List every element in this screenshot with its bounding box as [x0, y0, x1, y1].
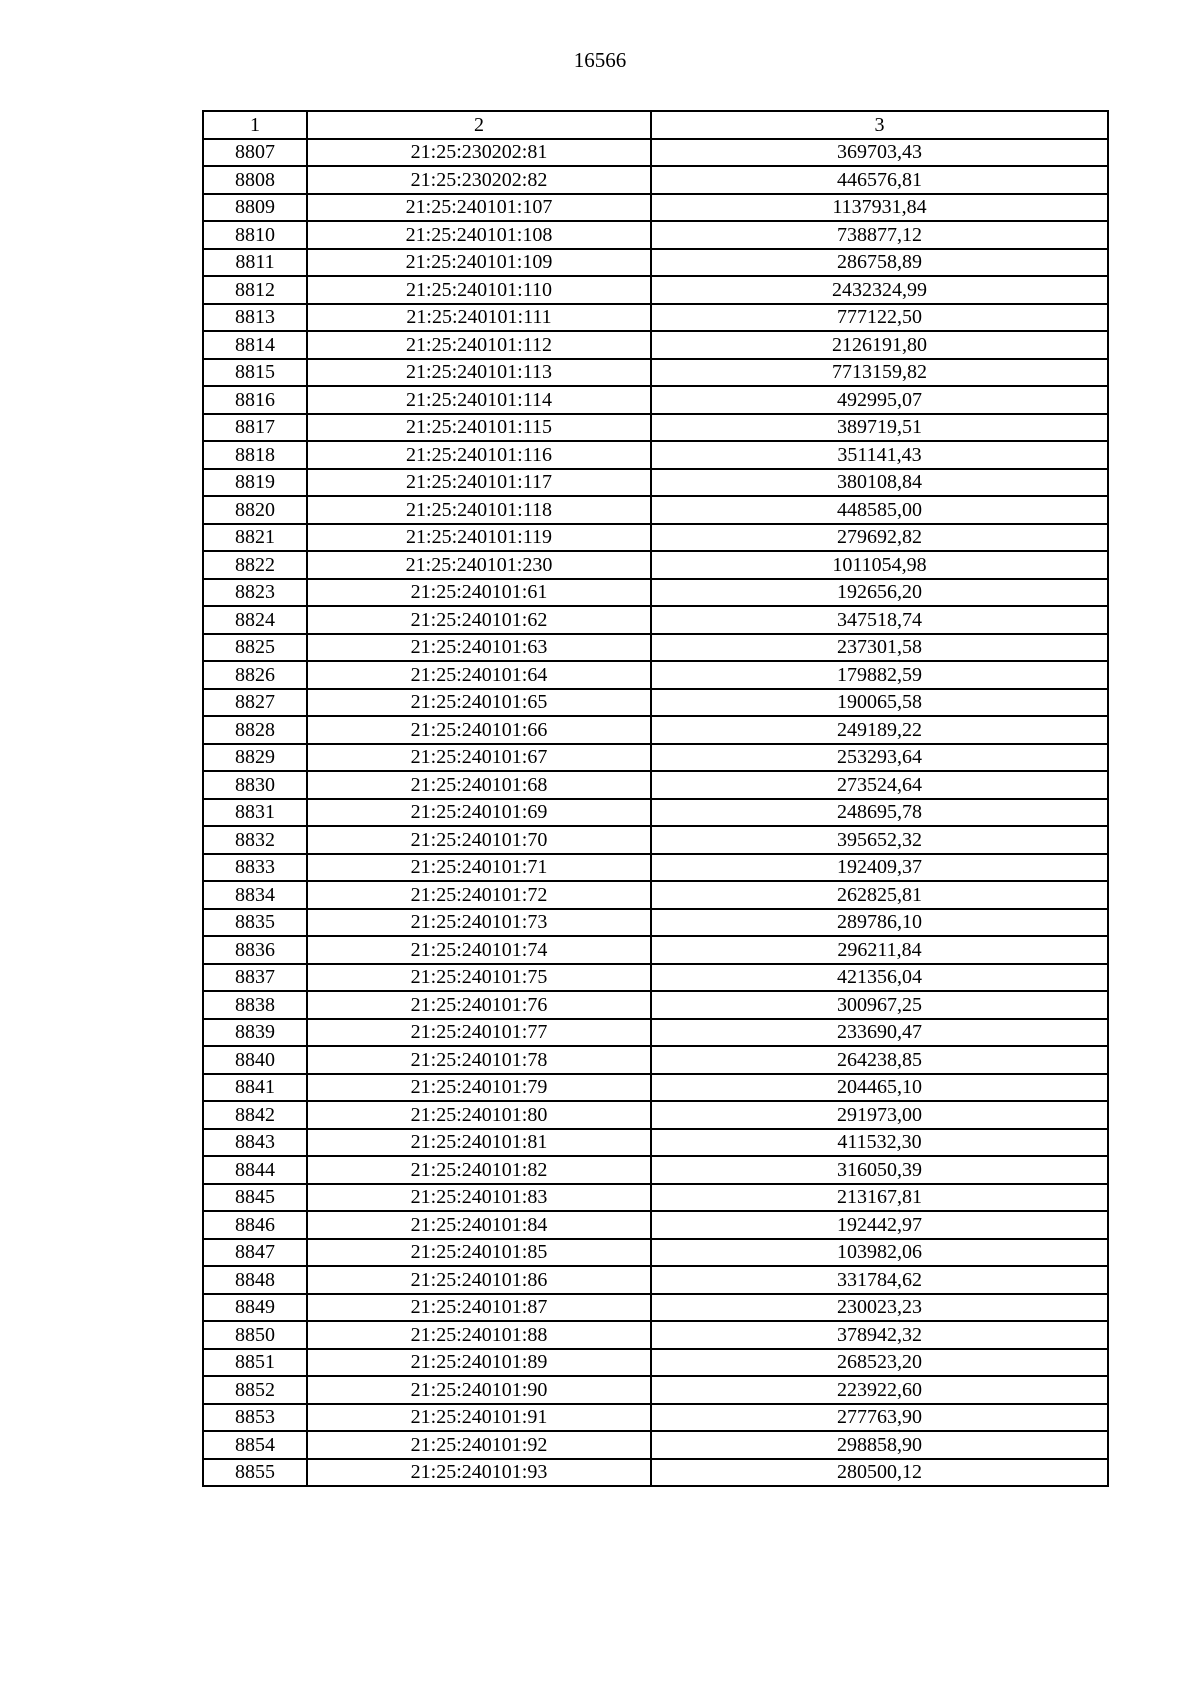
row-number-cell: 8813 — [203, 304, 307, 332]
table-row — [203, 799, 1108, 827]
table-row — [203, 414, 1108, 442]
table-row — [203, 1459, 1108, 1487]
table-row — [203, 909, 1108, 937]
row-number-cell: 8846 — [203, 1211, 307, 1239]
row-number-cell: 8807 — [203, 139, 307, 167]
value-cell: 380108,84 — [651, 469, 1108, 497]
table-row — [203, 1156, 1108, 1184]
row-number-cell: 8844 — [203, 1156, 307, 1184]
cadastral-number-cell: 21:25:240101:88 — [307, 1321, 651, 1349]
row-number-cell: 8832 — [203, 826, 307, 854]
row-number-cell: 8853 — [203, 1404, 307, 1432]
row-number-cell: 8811 — [203, 249, 307, 277]
row-number-cell: 8819 — [203, 469, 307, 497]
cadastral-number-cell: 21:25:240101:111 — [307, 304, 651, 332]
value-cell: 192409,37 — [651, 854, 1108, 882]
cadastral-number-cell: 21:25:240101:84 — [307, 1211, 651, 1239]
cadastral-number-cell: 21:25:240101:117 — [307, 469, 651, 497]
cadastral-number-cell: 21:25:240101:66 — [307, 716, 651, 744]
table-row — [203, 661, 1108, 689]
value-cell: 223922,60 — [651, 1376, 1108, 1404]
table-row — [203, 1019, 1108, 1047]
cadastral-number-cell: 21:25:240101:85 — [307, 1239, 651, 1267]
table-row — [203, 771, 1108, 799]
cadastral-number-cell: 21:25:240101:89 — [307, 1349, 651, 1377]
table-row — [203, 881, 1108, 909]
table-row — [203, 1404, 1108, 1432]
row-number-cell: 8817 — [203, 414, 307, 442]
table-row — [203, 1129, 1108, 1157]
value-cell: 369703,43 — [651, 139, 1108, 167]
row-number-cell: 8847 — [203, 1239, 307, 1267]
value-cell: 1011054,98 — [651, 551, 1108, 579]
table-body — [203, 139, 1108, 1487]
table-row — [203, 1074, 1108, 1102]
row-number-cell: 8833 — [203, 854, 307, 882]
row-number-cell: 8810 — [203, 221, 307, 249]
table-row — [203, 579, 1108, 607]
cadastral-number-cell: 21:25:240101:90 — [307, 1376, 651, 1404]
row-number-cell: 8835 — [203, 909, 307, 937]
cadastral-number-cell: 21:25:240101:93 — [307, 1459, 651, 1487]
cadastral-number-cell: 21:25:240101:113 — [307, 359, 651, 387]
table-row — [203, 854, 1108, 882]
cadastral-number-cell: 21:25:240101:69 — [307, 799, 651, 827]
table-row — [203, 716, 1108, 744]
table-row — [203, 386, 1108, 414]
table-row — [203, 304, 1108, 332]
cadastral-number-cell: 21:25:240101:73 — [307, 909, 651, 937]
cadastral-number-cell: 21:25:240101:83 — [307, 1184, 651, 1212]
value-cell: 277763,90 — [651, 1404, 1108, 1432]
cadastral-number-cell: 21:25:240101:64 — [307, 661, 651, 689]
cadastral-number-cell: 21:25:240101:74 — [307, 936, 651, 964]
table-row — [203, 1431, 1108, 1459]
cadastral-number-cell: 21:25:240101:91 — [307, 1404, 651, 1432]
cadastral-number-cell: 21:25:240101:112 — [307, 331, 651, 359]
row-number-cell: 8829 — [203, 744, 307, 772]
table-row — [203, 1376, 1108, 1404]
cadastral-number-cell: 21:25:240101:92 — [307, 1431, 651, 1459]
value-cell: 192656,20 — [651, 579, 1108, 607]
value-cell: 253293,64 — [651, 744, 1108, 772]
column-header-1: 1 — [203, 111, 307, 139]
row-number-cell: 8823 — [203, 579, 307, 607]
cadastral-number-cell: 21:25:240101:81 — [307, 1129, 651, 1157]
table-row — [203, 1266, 1108, 1294]
cadastral-number-cell: 21:25:230202:81 — [307, 139, 651, 167]
cadastral-number-cell: 21:25:240101:75 — [307, 964, 651, 992]
cadastral-number-cell: 21:25:240101:70 — [307, 826, 651, 854]
row-number-cell: 8841 — [203, 1074, 307, 1102]
value-cell: 389719,51 — [651, 414, 1108, 442]
header-row — [203, 111, 1108, 139]
table-row — [203, 496, 1108, 524]
cadastral-number-cell: 21:25:240101:114 — [307, 386, 651, 414]
value-cell: 296211,84 — [651, 936, 1108, 964]
column-header-2: 2 — [307, 111, 651, 139]
row-number-cell: 8830 — [203, 771, 307, 799]
column-header-3: 3 — [651, 111, 1108, 139]
table-row — [203, 166, 1108, 194]
value-cell: 213167,81 — [651, 1184, 1108, 1212]
row-number-cell: 8854 — [203, 1431, 307, 1459]
cadastral-number-cell: 21:25:240101:79 — [307, 1074, 651, 1102]
value-cell: 331784,62 — [651, 1266, 1108, 1294]
table-row — [203, 1294, 1108, 1322]
row-number-cell: 8831 — [203, 799, 307, 827]
value-cell: 192442,97 — [651, 1211, 1108, 1239]
table-row — [203, 826, 1108, 854]
row-number-cell: 8824 — [203, 606, 307, 634]
value-cell: 230023,23 — [651, 1294, 1108, 1322]
value-cell: 103982,06 — [651, 1239, 1108, 1267]
row-number-cell: 8812 — [203, 276, 307, 304]
table-row — [203, 1239, 1108, 1267]
row-number-cell: 8851 — [203, 1349, 307, 1377]
value-cell: 248695,78 — [651, 799, 1108, 827]
cadastral-number-cell: 21:25:240101:67 — [307, 744, 651, 772]
table-row — [203, 524, 1108, 552]
row-number-cell: 8814 — [203, 331, 307, 359]
table-row — [203, 276, 1108, 304]
row-number-cell: 8809 — [203, 194, 307, 222]
row-number-cell: 8816 — [203, 386, 307, 414]
table-row — [203, 606, 1108, 634]
value-cell: 1137931,84 — [651, 194, 1108, 222]
row-number-cell: 8818 — [203, 441, 307, 469]
data-table — [202, 110, 1109, 1487]
value-cell: 411532,30 — [651, 1129, 1108, 1157]
cadastral-number-cell: 21:25:240101:72 — [307, 881, 651, 909]
value-cell: 204465,10 — [651, 1074, 1108, 1102]
table-row — [203, 139, 1108, 167]
cadastral-number-cell: 21:25:240101:230 — [307, 551, 651, 579]
value-cell: 298858,90 — [651, 1431, 1108, 1459]
row-number-cell: 8825 — [203, 634, 307, 662]
row-number-cell: 8843 — [203, 1129, 307, 1157]
row-number-cell: 8840 — [203, 1046, 307, 1074]
cadastral-number-cell: 21:25:240101:119 — [307, 524, 651, 552]
value-cell: 279692,82 — [651, 524, 1108, 552]
row-number-cell: 8838 — [203, 991, 307, 1019]
value-cell: 280500,12 — [651, 1459, 1108, 1487]
row-number-cell: 8850 — [203, 1321, 307, 1349]
row-number-cell: 8827 — [203, 689, 307, 717]
value-cell: 446576,81 — [651, 166, 1108, 194]
page-number: 16566 — [573, 48, 627, 72]
table-row — [203, 469, 1108, 497]
cadastral-number-cell: 21:25:240101:109 — [307, 249, 651, 277]
value-cell: 286758,89 — [651, 249, 1108, 277]
table-row — [203, 221, 1108, 249]
table-row — [203, 249, 1108, 277]
cadastral-number-cell: 21:25:240101:107 — [307, 194, 651, 222]
cadastral-number-cell: 21:25:240101:86 — [307, 1266, 651, 1294]
value-cell: 268523,20 — [651, 1349, 1108, 1377]
value-cell: 289786,10 — [651, 909, 1108, 937]
cadastral-number-cell: 21:25:230202:82 — [307, 166, 651, 194]
table-row — [203, 194, 1108, 222]
row-number-cell: 8839 — [203, 1019, 307, 1047]
table-row — [203, 1349, 1108, 1377]
value-cell: 316050,39 — [651, 1156, 1108, 1184]
cadastral-number-cell: 21:25:240101:82 — [307, 1156, 651, 1184]
cadastral-number-cell: 21:25:240101:65 — [307, 689, 651, 717]
row-number-cell: 8852 — [203, 1376, 307, 1404]
value-cell: 291973,00 — [651, 1101, 1108, 1129]
cadastral-number-cell: 21:25:240101:78 — [307, 1046, 651, 1074]
value-cell: 264238,85 — [651, 1046, 1108, 1074]
cadastral-number-cell: 21:25:240101:115 — [307, 414, 651, 442]
value-cell: 378942,32 — [651, 1321, 1108, 1349]
row-number-cell: 8820 — [203, 496, 307, 524]
value-cell: 777122,50 — [651, 304, 1108, 332]
row-number-cell: 8815 — [203, 359, 307, 387]
row-number-cell: 8848 — [203, 1266, 307, 1294]
cadastral-number-cell: 21:25:240101:118 — [307, 496, 651, 524]
row-number-cell: 8836 — [203, 936, 307, 964]
table-row — [203, 744, 1108, 772]
value-cell: 2126191,80 — [651, 331, 1108, 359]
table-row — [203, 1046, 1108, 1074]
value-cell: 273524,64 — [651, 771, 1108, 799]
value-cell: 351141,43 — [651, 441, 1108, 469]
cadastral-number-cell: 21:25:240101:68 — [307, 771, 651, 799]
value-cell: 300967,25 — [651, 991, 1108, 1019]
cadastral-number-cell: 21:25:240101:62 — [307, 606, 651, 634]
table-row — [203, 441, 1108, 469]
table-row — [203, 634, 1108, 662]
value-cell: 421356,04 — [651, 964, 1108, 992]
row-number-cell: 8822 — [203, 551, 307, 579]
cadastral-number-cell: 21:25:240101:63 — [307, 634, 651, 662]
table-row — [203, 991, 1108, 1019]
row-number-cell: 8842 — [203, 1101, 307, 1129]
cadastral-number-cell: 21:25:240101:71 — [307, 854, 651, 882]
table-row — [203, 936, 1108, 964]
row-number-cell: 8855 — [203, 1459, 307, 1487]
row-number-cell: 8828 — [203, 716, 307, 744]
table-header — [203, 111, 1108, 139]
cadastral-number-cell: 21:25:240101:87 — [307, 1294, 651, 1322]
row-number-cell: 8849 — [203, 1294, 307, 1322]
value-cell: 179882,59 — [651, 661, 1108, 689]
row-number-cell: 8821 — [203, 524, 307, 552]
cadastral-number-cell: 21:25:240101:80 — [307, 1101, 651, 1129]
table-row — [203, 689, 1108, 717]
table-row — [203, 1101, 1108, 1129]
table-row — [203, 1321, 1108, 1349]
table-row — [203, 1211, 1108, 1239]
row-number-cell: 8837 — [203, 964, 307, 992]
value-cell: 237301,58 — [651, 634, 1108, 662]
value-cell: 249189,22 — [651, 716, 1108, 744]
table-row — [203, 331, 1108, 359]
value-cell: 190065,58 — [651, 689, 1108, 717]
table-row — [203, 1184, 1108, 1212]
value-cell: 347518,74 — [651, 606, 1108, 634]
cadastral-number-cell: 21:25:240101:76 — [307, 991, 651, 1019]
row-number-cell: 8808 — [203, 166, 307, 194]
table-row — [203, 551, 1108, 579]
value-cell: 7713159,82 — [651, 359, 1108, 387]
value-cell: 448585,00 — [651, 496, 1108, 524]
cadastral-number-cell: 21:25:240101:116 — [307, 441, 651, 469]
cadastral-number-cell: 21:25:240101:77 — [307, 1019, 651, 1047]
value-cell: 738877,12 — [651, 221, 1108, 249]
value-cell: 492995,07 — [651, 386, 1108, 414]
cadastral-number-cell: 21:25:240101:61 — [307, 579, 651, 607]
value-cell: 395652,32 — [651, 826, 1108, 854]
value-cell: 2432324,99 — [651, 276, 1108, 304]
table-row — [203, 359, 1108, 387]
row-number-cell: 8826 — [203, 661, 307, 689]
value-cell: 262825,81 — [651, 881, 1108, 909]
cadastral-number-cell: 21:25:240101:108 — [307, 221, 651, 249]
table-row — [203, 964, 1108, 992]
row-number-cell: 8834 — [203, 881, 307, 909]
cadastral-number-cell: 21:25:240101:110 — [307, 276, 651, 304]
row-number-cell: 8845 — [203, 1184, 307, 1212]
value-cell: 233690,47 — [651, 1019, 1108, 1047]
